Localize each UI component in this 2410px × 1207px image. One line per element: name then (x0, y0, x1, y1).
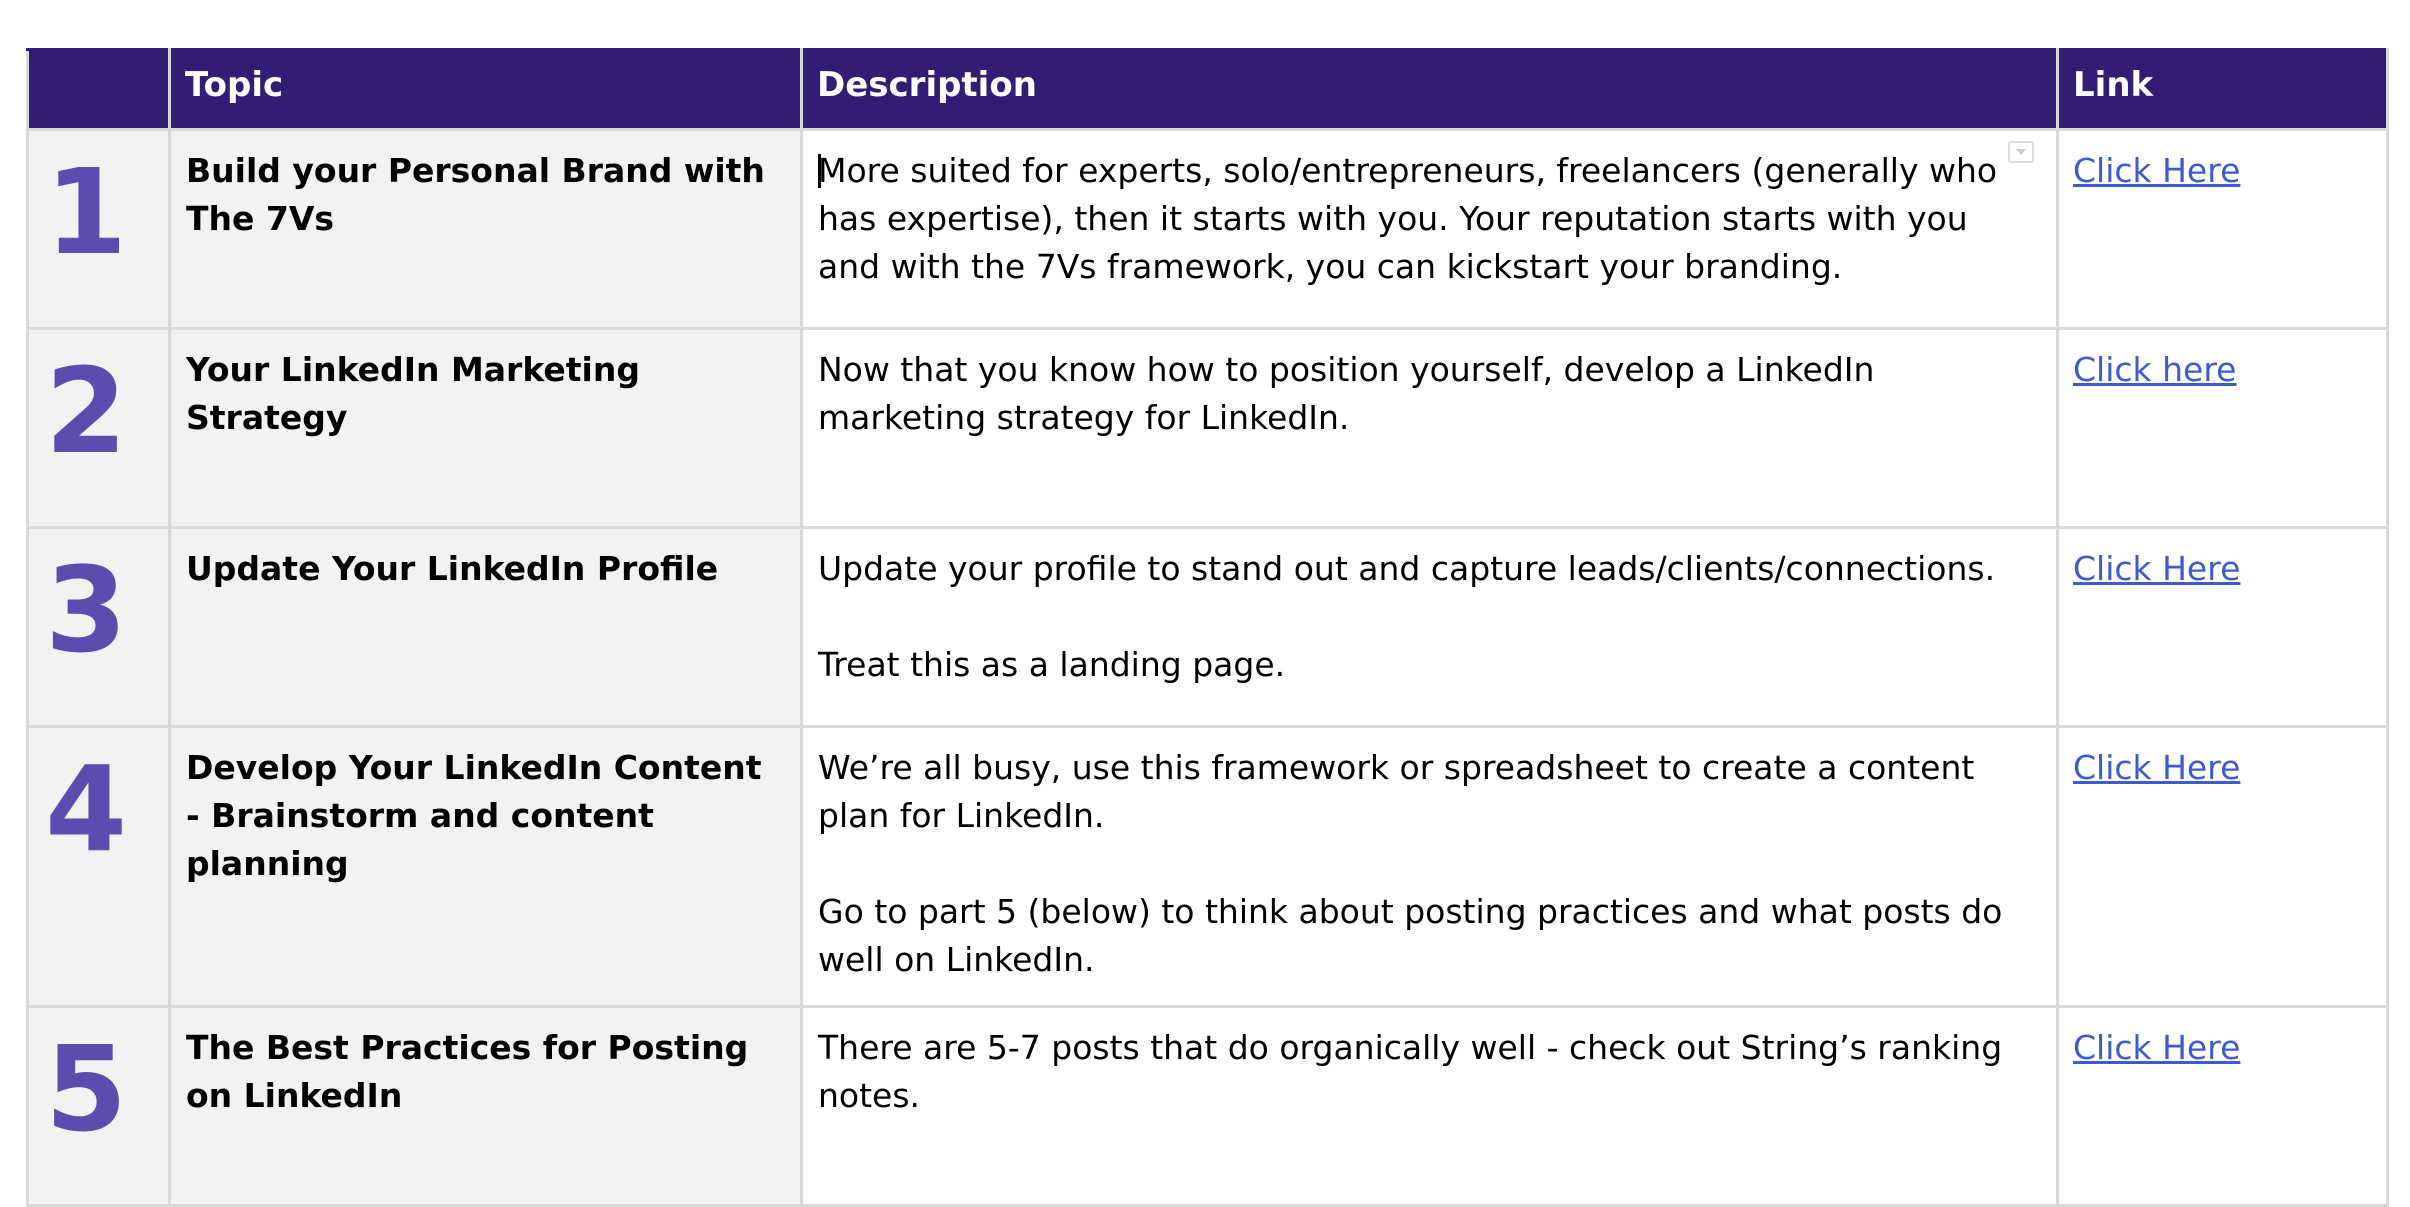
description-text: More suited for experts, solo/entrepreneurs, freelancers (generally who has expertise), then it starts with you. Your reputation starts with you and with the 7Vs framework, you can kickstart your branding. (818, 151, 1998, 286)
row-number[interactable]: 3 (28, 528, 170, 727)
description-paragraph: There are 5-7 posts that do organically well - check out String’s ranking notes. (818, 1028, 2003, 1115)
topic-cell[interactable]: Your LinkedIn Marketing Strategy (170, 329, 802, 528)
row-number[interactable]: 2 (28, 329, 170, 528)
table-row (28, 727, 2388, 1007)
click-here-link[interactable]: Click Here (2073, 549, 2241, 588)
description-cell[interactable] (802, 528, 2058, 727)
click-here-link[interactable]: Click Here (2073, 748, 2241, 787)
header-description[interactable]: Description (802, 50, 2058, 130)
content-plan-table (26, 48, 2389, 1207)
description-paragraph: Go to part 5 (below) to think about posting practices and what posts do well on LinkedIn. (818, 892, 2003, 979)
link-cell (2058, 528, 2388, 727)
link-cell (2058, 1007, 2388, 1206)
header-link[interactable]: Link (2058, 50, 2388, 130)
description-paragraph (818, 147, 2036, 291)
description-paragraph: Treat this as a landing page. (818, 645, 1286, 684)
description-cell[interactable] (802, 727, 2058, 1007)
description-paragraph: Update your profile to stand out and capture leads/clients/connections. (818, 549, 1996, 588)
description-cell[interactable] (802, 130, 2058, 329)
topic-cell[interactable]: Update Your LinkedIn Profile (170, 528, 802, 727)
click-here-link[interactable]: Click Here (2073, 1028, 2241, 1067)
row-number[interactable]: 1 (28, 130, 170, 329)
click-here-link[interactable]: Click here (2073, 350, 2237, 389)
row-number[interactable]: 5 (28, 1007, 170, 1206)
cell-dropdown-icon[interactable] (2008, 141, 2034, 163)
description-paragraph: We’re all busy, use this framework or spreadsheet to create a content plan for LinkedIn. (818, 748, 1975, 835)
click-here-link[interactable]: Click Here (2073, 151, 2241, 190)
header-row (28, 50, 2388, 130)
table-row (28, 130, 2388, 329)
description-cell[interactable] (802, 1007, 2058, 1206)
row-number[interactable]: 4 (28, 727, 170, 1007)
table-row (28, 329, 2388, 528)
description-paragraph: Now that you know how to position yourself, develop a LinkedIn marketing strategy for LinkedIn. (818, 350, 1875, 437)
table-row (28, 528, 2388, 727)
link-cell (2058, 130, 2388, 329)
topic-cell[interactable]: Develop Your LinkedIn Content - Brainstorm and content planning (170, 727, 802, 1007)
topic-cell[interactable]: Build your Personal Brand with The 7Vs (170, 130, 802, 329)
header-topic[interactable]: Topic (170, 50, 802, 130)
link-cell (2058, 727, 2388, 1007)
table-row (28, 1007, 2388, 1206)
link-cell (2058, 329, 2388, 528)
description-cell[interactable] (802, 329, 2058, 528)
header-number[interactable] (28, 50, 170, 130)
topic-cell[interactable]: The Best Practices for Posting on LinkedIn (170, 1007, 802, 1206)
